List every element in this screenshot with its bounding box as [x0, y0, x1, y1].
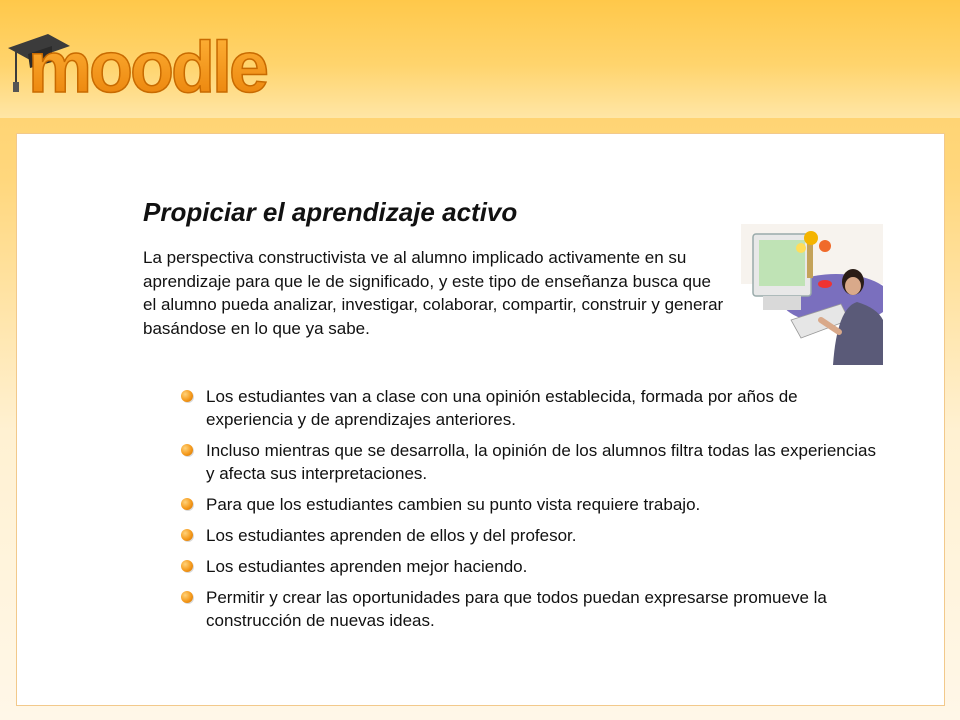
- bullet-text: Para que los estudiantes cambien su punto vista requiere trabajo.: [206, 495, 701, 514]
- logo-text: moodle: [28, 28, 267, 104]
- list-item: [180, 586, 880, 632]
- intro-paragraph: La perspectiva constructivista ve al alumno implicado activamente en su aprendizaje para que le de significado, y este tipo de enseñanza busca que el alumno pueda analizar, investigar, colaborar, compartir, construir y generar basándose en lo que ya sabe.: [143, 248, 724, 338]
- student-at-computer-photo: [741, 224, 883, 365]
- list-item: [180, 439, 880, 485]
- bullet-text: Los estudiantes aprenden mejor haciendo.: [206, 557, 528, 576]
- list-item: [180, 493, 880, 516]
- bullet-icon: [181, 498, 193, 510]
- list-item: [180, 385, 880, 431]
- bullet-text: Los estudiantes aprenden de ellos y del profesor.: [206, 526, 577, 545]
- bullet-icon: [181, 560, 193, 572]
- bullet-icon: [181, 390, 193, 402]
- slide-title: Propiciar el aprendizaje activo: [143, 197, 518, 227]
- bullet-icon: [181, 591, 193, 603]
- list-item: [180, 524, 880, 547]
- bullet-text: Permitir y crear las oportunidades para que todos puedan expresarse promueve la construcción de nuevas ideas.: [206, 588, 827, 630]
- header-banner: [0, 0, 960, 118]
- moodle-logo: [6, 14, 326, 104]
- list-item: [180, 555, 880, 578]
- bullet-text: Los estudiantes van a clase con una opinión establecida, formada por años de experiencia y de aprendizajes anteriores.: [206, 387, 798, 429]
- bullet-list: [180, 385, 880, 640]
- bullet-icon: [181, 529, 193, 541]
- bullet-text: Incluso mientras que se desarrolla, la opinión de los alumnos filtra todas las experiencias y afecta sus interpretaciones.: [206, 441, 876, 483]
- bullet-icon: [181, 444, 193, 456]
